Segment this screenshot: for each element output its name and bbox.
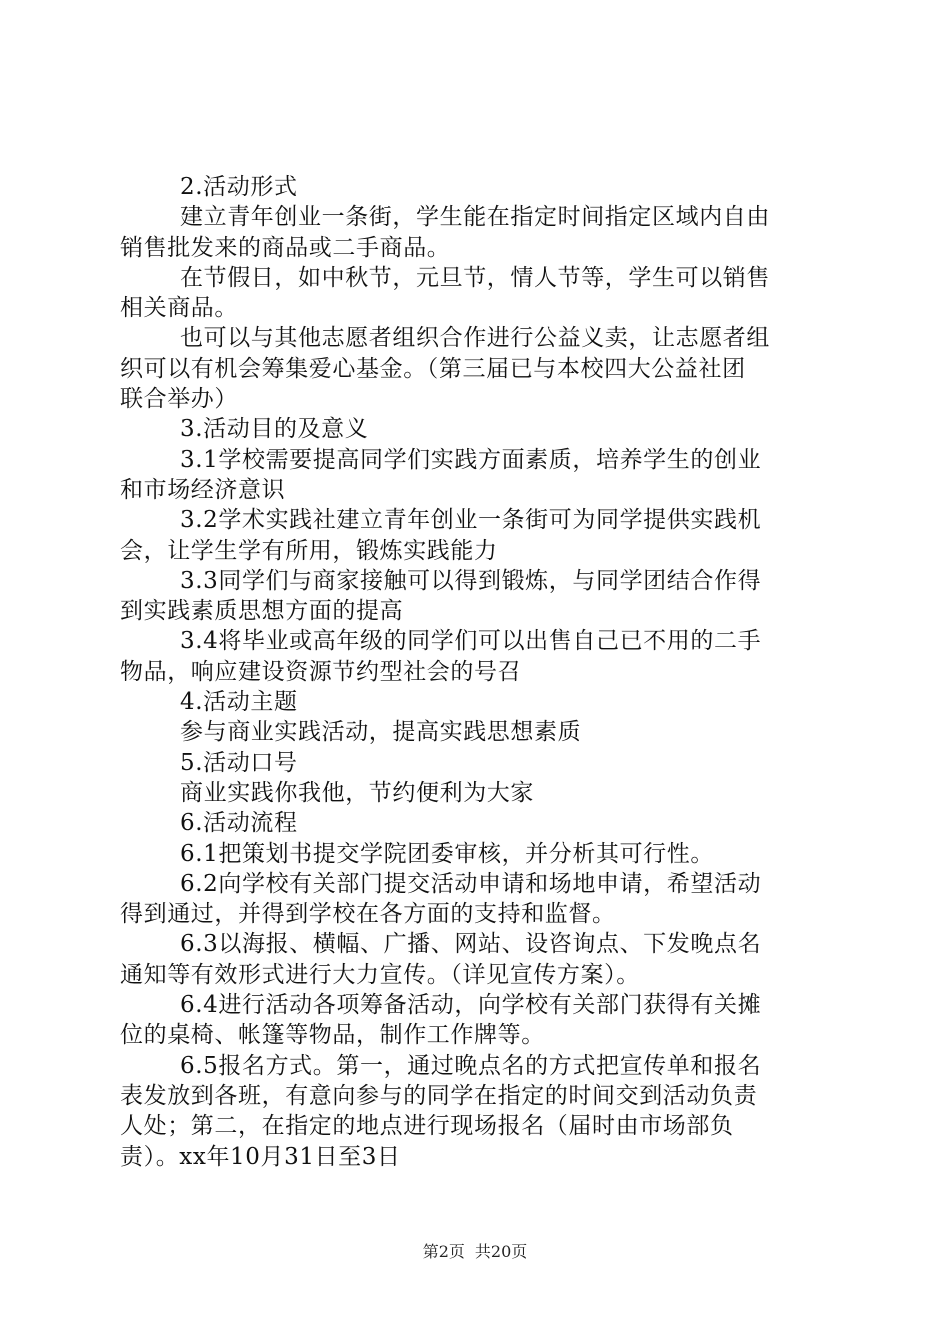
page-footer <box>0 1242 950 1262</box>
text-line: 也可以与其他志愿者组织合作进行公益义卖，让志愿者组 <box>180 325 770 352</box>
text-line: 销售批发来的商品或二手商品。 <box>120 234 451 261</box>
text-line: 相关商品。 <box>120 295 238 322</box>
text-line: 建立青年创业一条街，学生能在指定时间指定区域内自由 <box>180 204 770 231</box>
text-line: 表发放到各班，有意向参与的同学在指定的时间交到活动负责 <box>120 1082 758 1109</box>
text-line: 3.3同学们与商家接触可以得到锻炼，与同学团结合作得 <box>180 567 762 594</box>
text-line: 3.4将毕业或高年级的同学们可以出售自己已不用的二手 <box>180 628 762 655</box>
text-line: 通知等有效形式进行大力宣传。（详见宣传方案）。 <box>120 961 640 988</box>
text-line: 3.活动目的及意义 <box>180 416 369 443</box>
document-body <box>120 172 832 1172</box>
page-number: 第2页 <box>422 1242 465 1261</box>
text-line: 位的桌椅、帐篷等物品，制作工作牌等。 <box>120 1022 545 1049</box>
text-line: 6.3以海报、横幅、广播、网站、设咨询点、下发晚点名 <box>180 931 762 958</box>
text-line: 责）。xx年10月31日至3日 <box>120 1143 401 1170</box>
text-line: 5.活动口号 <box>180 749 298 776</box>
text-line: 3.1学校需要提高同学们实践方面素质，培养学生的创业 <box>180 446 762 473</box>
text-line: 6.2向学校有关部门提交活动申请和场地申请，希望活动 <box>180 870 762 897</box>
text-line: 3.2学术实践社建立青年创业一条街可为同学提供实践机 <box>180 507 762 534</box>
text-line: 4.活动主题 <box>180 689 298 716</box>
text-line: 得到通过，并得到学校在各方面的支持和监督。 <box>120 901 616 928</box>
text-line: 织可以有机会筹集爱心基金。（第三届已与本校四大公益社团 <box>120 355 746 382</box>
text-line: 6.4进行活动各项筹备活动，向学校有关部门获得有关摊 <box>180 992 762 1019</box>
text-line: 6.5报名方式。第一，通过晚点名的方式把宣传单和报名 <box>180 1052 762 1079</box>
text-line: 人处；第二，在指定的地点进行现场报名（届时由市场部负 <box>120 1113 734 1140</box>
text-line: 物品，响应建设资源节约型社会的号召 <box>120 658 522 685</box>
page-total: 共20页 <box>474 1242 528 1261</box>
text-line: 参与商业实践活动，提高实践思想素质 <box>180 719 582 746</box>
text-line: 2.活动形式 <box>180 174 298 200</box>
text-line: 到实践素质思想方面的提高 <box>120 598 404 625</box>
text-line: 联合举办） <box>120 386 238 413</box>
text-line: 和市场经济意识 <box>120 476 286 503</box>
text-line: 商业实践你我他，节约便利为大家 <box>180 779 534 806</box>
text-line: 6.活动流程 <box>180 810 298 837</box>
text-line: 在节假日，如中秋节，元旦节，情人节等，学生可以销售 <box>180 264 770 291</box>
text-line: 6.1把策划书提交学院团委审核，并分析其可行性。 <box>180 840 714 867</box>
text-line: 会，让学生学有所用，锻炼实践能力 <box>120 537 498 564</box>
